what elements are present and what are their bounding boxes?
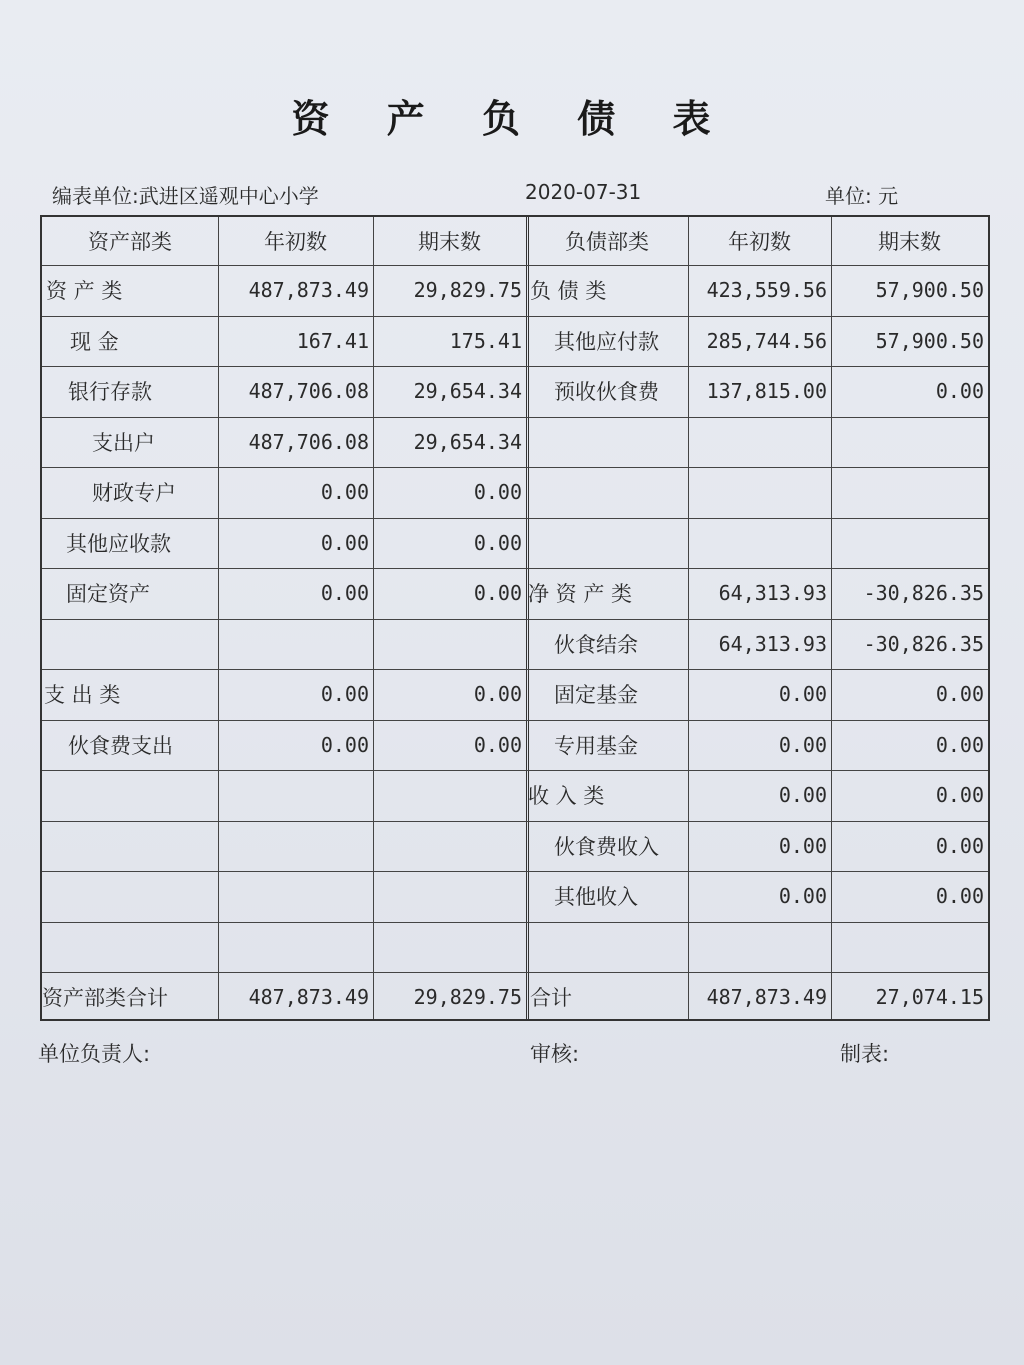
- category-cell: [526, 467, 688, 518]
- category-cell: 支出户: [92, 430, 155, 455]
- amount-cell: 0.00: [320, 530, 369, 555]
- unit-head-label: 单位负责人:: [38, 1042, 151, 1066]
- amount-cell: 57,900.50: [875, 278, 984, 303]
- currency-unit: 单位: 元: [825, 184, 899, 208]
- amount-cell: -30,826.35: [863, 581, 984, 606]
- category-cell: 现 金: [70, 329, 119, 354]
- category-cell: 财政专户: [92, 481, 176, 506]
- amount-cell: [373, 871, 526, 922]
- amount-cell: [688, 518, 831, 569]
- amount-cell: 487,706.08: [248, 429, 369, 454]
- amount-cell: 0.00: [935, 783, 984, 808]
- amount-cell: [831, 467, 988, 518]
- amount-cell: [218, 821, 373, 872]
- amount-cell: 0.00: [778, 732, 827, 757]
- column-header: 负债部类: [565, 230, 649, 254]
- amount-cell: [218, 922, 373, 973]
- category-cell: 伙食结余: [554, 632, 638, 657]
- amount-cell: 0.00: [320, 581, 369, 606]
- category-cell: 伙食费支出: [68, 733, 173, 758]
- amount-cell: 0.00: [473, 480, 522, 505]
- amount-cell: 487,873.49: [248, 278, 369, 303]
- amount-cell: 0.00: [778, 783, 827, 808]
- amount-cell: 29,829.75: [413, 278, 522, 303]
- amount-cell: 64,313.93: [718, 581, 827, 606]
- category-cell: [526, 922, 688, 973]
- amount-cell: 423,559.56: [706, 278, 827, 303]
- amount-cell: [688, 922, 831, 973]
- amount-cell: 175.41: [449, 328, 522, 353]
- amount-cell: 167.41: [296, 328, 369, 353]
- category-cell: 合计: [530, 986, 572, 1011]
- amount-cell: 487,706.08: [248, 379, 369, 404]
- amount-cell: 487,873.49: [248, 985, 369, 1010]
- category-cell: [42, 871, 218, 922]
- amount-cell: 137,815.00: [706, 379, 827, 404]
- category-cell: [42, 821, 218, 872]
- amount-cell: 0.00: [935, 379, 984, 404]
- amount-cell: [218, 871, 373, 922]
- amount-cell: [218, 619, 373, 670]
- category-cell: 预收伙食费: [554, 380, 659, 405]
- column-header: 期末数: [878, 230, 941, 254]
- category-cell: 其他收入: [554, 885, 638, 910]
- category-cell: 伙食费收入: [554, 834, 659, 859]
- amount-cell: 0.00: [473, 581, 522, 606]
- preparer-label: 制表:: [840, 1042, 890, 1066]
- amount-cell: [831, 417, 988, 468]
- column-header: 资产部类: [88, 230, 172, 254]
- category-cell: 固定基金: [554, 683, 638, 708]
- category-cell: [42, 619, 218, 670]
- amount-cell: 27,074.15: [875, 985, 984, 1010]
- amount-cell: 64,313.93: [718, 631, 827, 656]
- amount-cell: [373, 922, 526, 973]
- amount-cell: 29,829.75: [413, 985, 522, 1010]
- amount-cell: 0.00: [473, 682, 522, 707]
- category-cell: [42, 770, 218, 821]
- category-cell: 负 债 类: [530, 279, 607, 304]
- amount-cell: [373, 821, 526, 872]
- amount-cell: 0.00: [473, 530, 522, 555]
- amount-cell: [831, 922, 988, 973]
- amount-cell: 0.00: [473, 732, 522, 757]
- amount-cell: -30,826.35: [863, 631, 984, 656]
- amount-cell: 29,654.34: [413, 429, 522, 454]
- category-cell: 支 出 类: [44, 683, 121, 708]
- category-cell: 净 资 产 类: [528, 582, 633, 607]
- category-cell: [42, 922, 218, 973]
- category-cell: 银行存款: [68, 380, 152, 405]
- review-label: 审核:: [530, 1042, 580, 1066]
- amount-cell: 0.00: [778, 833, 827, 858]
- reporting-unit: 编表单位:武进区遥观中心小学: [52, 184, 319, 208]
- amount-cell: 0.00: [778, 682, 827, 707]
- amount-cell: 0.00: [320, 480, 369, 505]
- category-cell: 资产部类合计: [42, 986, 168, 1011]
- amount-cell: 0.00: [935, 884, 984, 909]
- category-cell: 收 入 类: [528, 784, 605, 809]
- category-cell: 固定资产: [66, 582, 150, 607]
- category-cell: 其他应收款: [66, 531, 171, 556]
- amount-cell: 0.00: [778, 884, 827, 909]
- amount-cell: [218, 770, 373, 821]
- report-date: 2020-07-31: [525, 180, 642, 204]
- amount-cell: 0.00: [935, 732, 984, 757]
- category-cell: [526, 518, 688, 569]
- amount-cell: 57,900.50: [875, 328, 984, 353]
- category-cell: [526, 417, 688, 468]
- amount-cell: 29,654.34: [413, 379, 522, 404]
- category-cell: 其他应付款: [554, 329, 659, 354]
- amount-cell: [373, 619, 526, 670]
- balance-sheet-table: [40, 215, 990, 1021]
- amount-cell: 487,873.49: [706, 985, 827, 1010]
- amount-cell: [688, 417, 831, 468]
- column-header: 年初数: [264, 230, 327, 254]
- amount-cell: 285,744.56: [706, 328, 827, 353]
- page-title: 资 产 负 债 表: [291, 96, 733, 141]
- amount-cell: 0.00: [935, 682, 984, 707]
- amount-cell: [831, 518, 988, 569]
- column-header: 年初数: [728, 230, 791, 254]
- category-cell: 资 产 类: [46, 279, 123, 304]
- amount-cell: [373, 770, 526, 821]
- amount-cell: 0.00: [320, 682, 369, 707]
- amount-cell: [688, 467, 831, 518]
- amount-cell: 0.00: [935, 833, 984, 858]
- category-cell: 专用基金: [554, 733, 638, 758]
- column-header: 期末数: [418, 230, 481, 254]
- amount-cell: 0.00: [320, 732, 369, 757]
